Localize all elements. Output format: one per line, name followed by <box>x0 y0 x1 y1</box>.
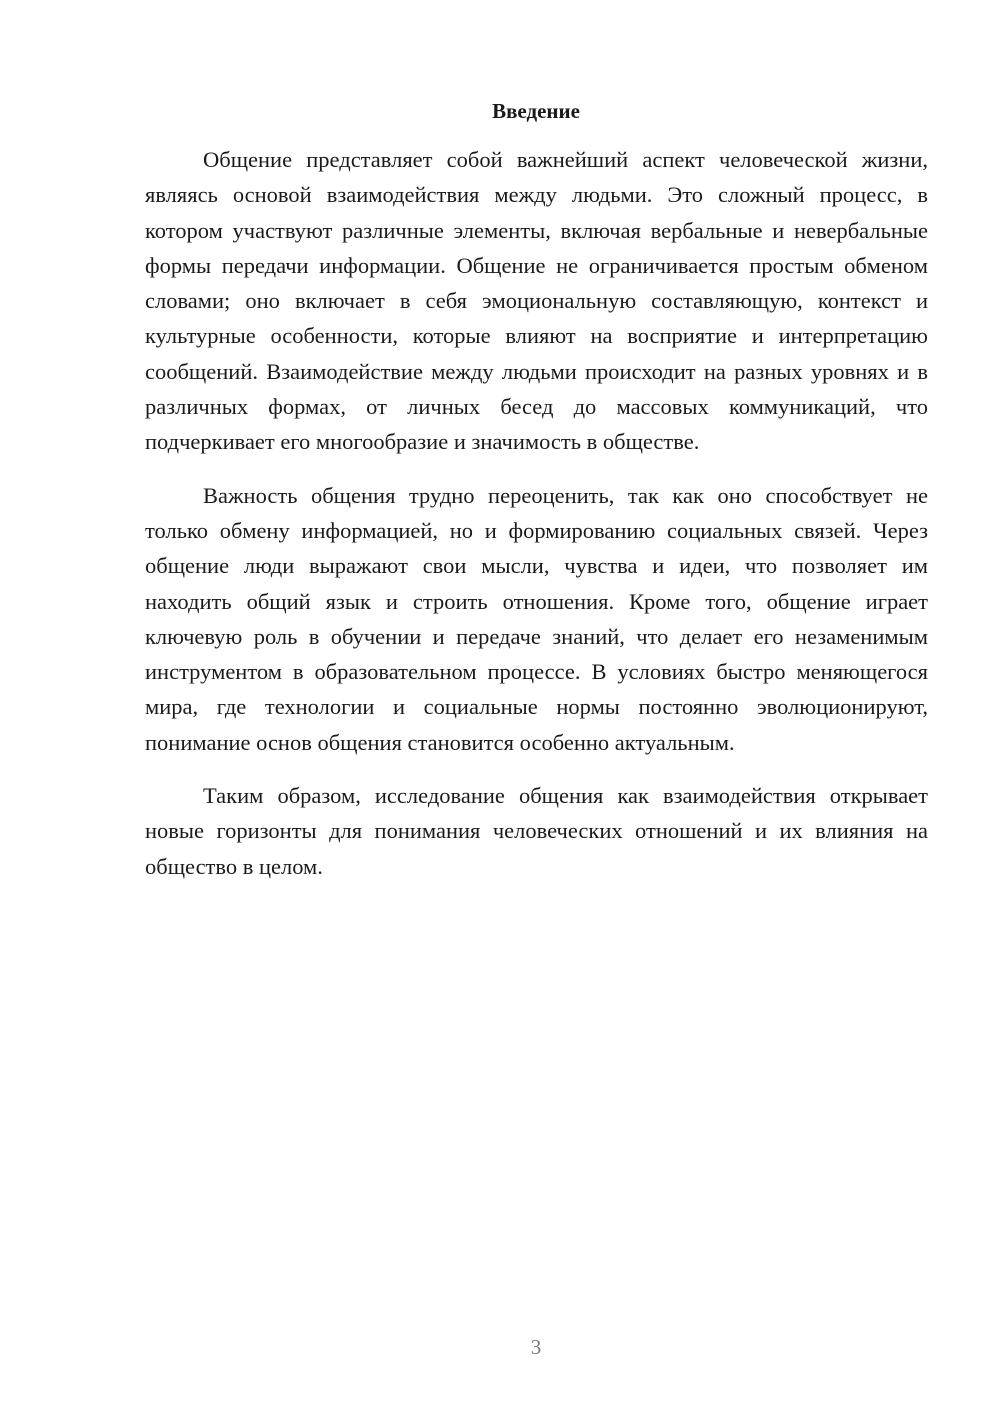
paragraph-2: Важность общения трудно переоценить, так как оно способствует не только обмену информацией, но и формированию социальных связей. Через общение люди выражают свои мысли, чувства и идеи, что позволяет им находить общий язык и строить отношения. Кроме того, общение играет ключевую роль в обучении и передаче знаний, что делает его незаменимым инструментом в образовательном процессе. В условиях быстро меняющегося мира, где технологии и социальные нормы постоянно эволюционируют, понимание основ общения становится особенно актуальным. <box>145 482 928 755</box>
paragraph-1: Общение представляет собой важнейший аспект человеческой жизни, являясь основой взаимодействия между людьми. Это сложный процесс, в котором участвуют различные элементы, включая вербальные и невербальные формы передачи информации. Общение не ограничивается простым обменом словами; оно включает в себя эмоциональную составляющую, контекст и культурные особенности, которые влияют на восприятие и интерпретацию сообщений. Взаимодействие между людьми происходит на разных уровнях и в различных формах, от личных бесед до массовых коммуникаций, что подчеркивает его многообразие и значимость в обществе. <box>145 147 928 455</box>
paragraph-3: Таким образом, исследование общения как взаимодействия открывает новые горизонты для понимания человеческих отношений и их влияния на общество в целом. <box>145 783 928 879</box>
page-number: 3 <box>530 1335 542 1359</box>
section-heading: Введение <box>492 99 580 123</box>
body-text <box>145 142 928 902</box>
